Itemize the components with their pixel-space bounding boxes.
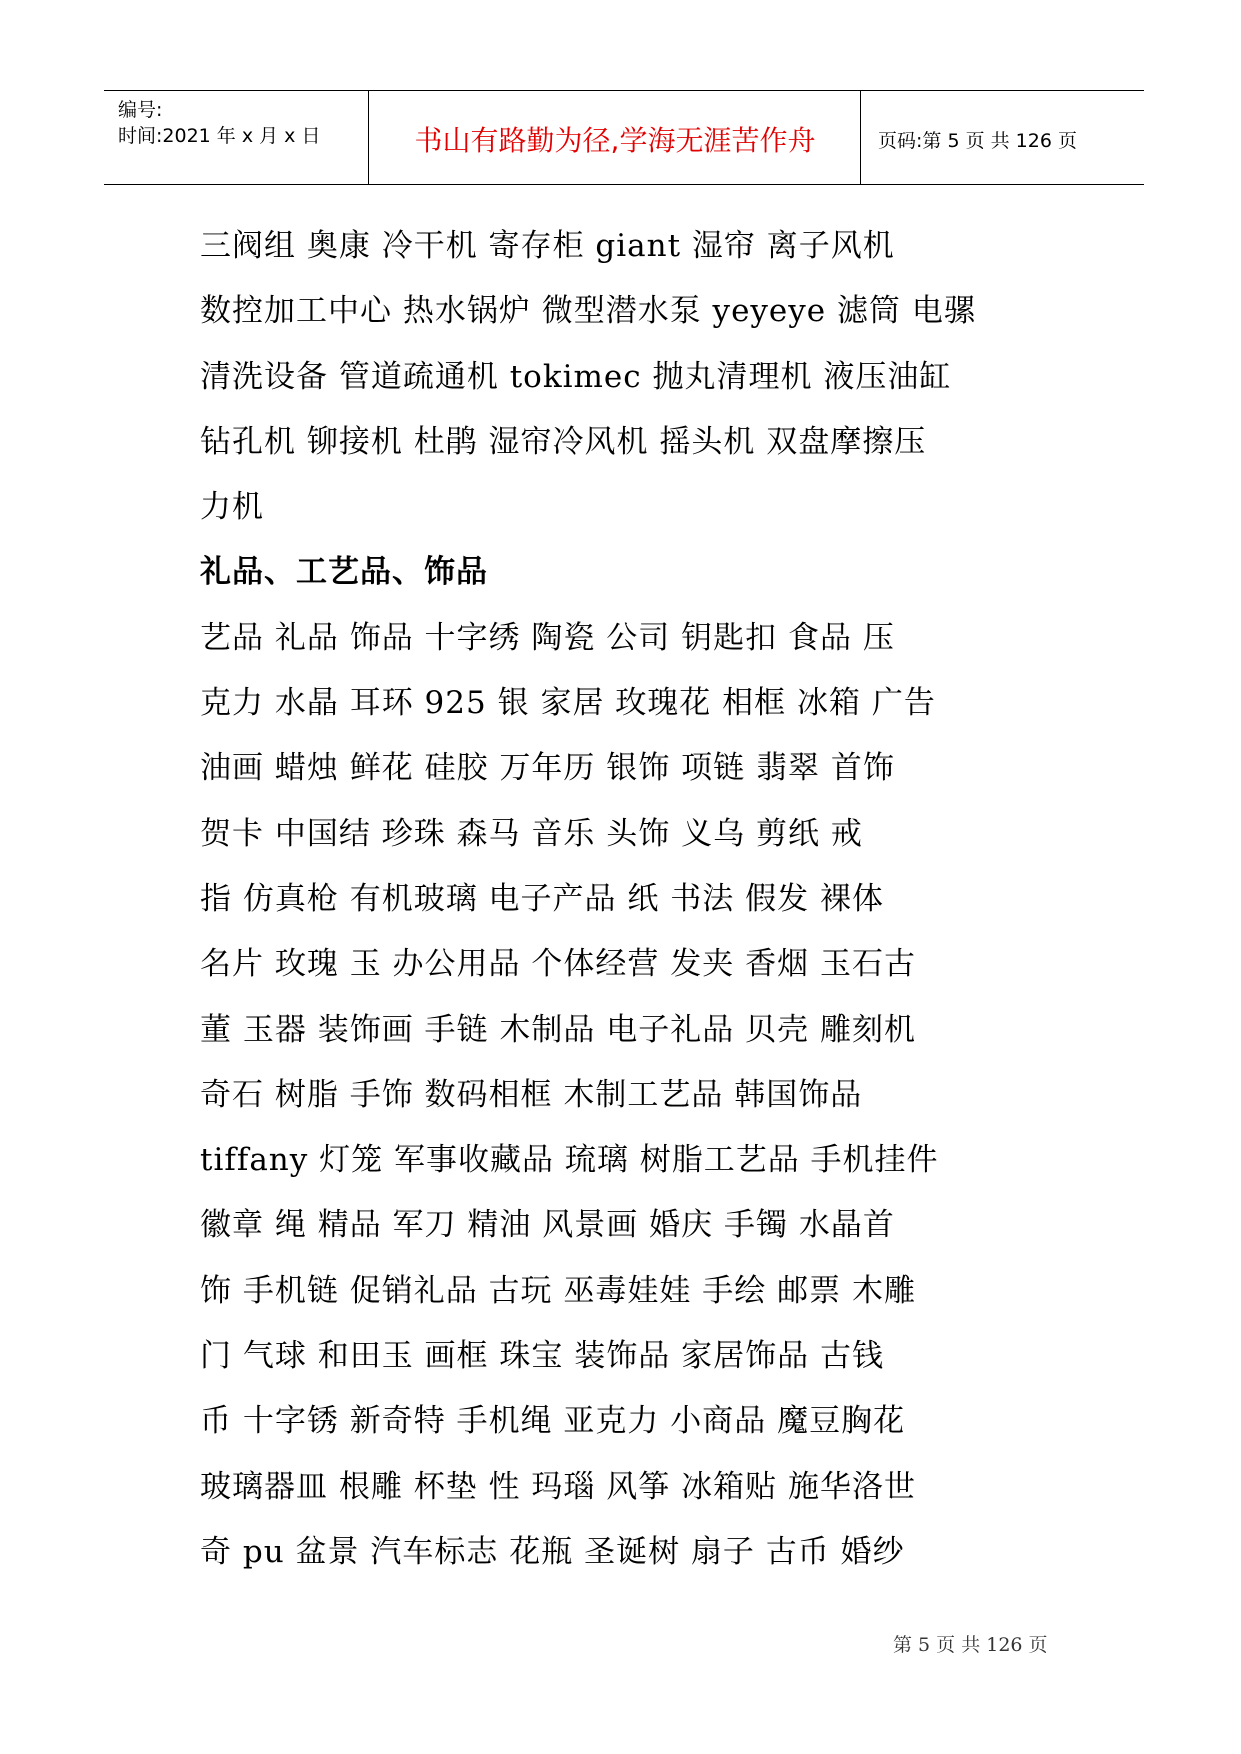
body-line: 贺卡 中国结 珍珠 森马 音乐 头饰 义乌 剪纸 戒 [200,815,863,852]
body-line: 奇 pu 盆景 汽车标志 花瓶 圣诞树 扇子 古币 婚纱 [200,1533,905,1570]
document-time-label: 时间:2021 年 x 月 x 日 [118,125,321,147]
body-line: 奇石 树脂 手饰 数码相框 木制工艺品 韩国饰品 [200,1076,863,1113]
body-line: 艺品 礼品 饰品 十字绣 陶瓷 公司 钥匙扣 食品 压 [200,619,895,656]
body-line: 油画 蜡烛 鲜花 硅胶 万年历 银饰 项链 翡翠 首饰 [200,750,895,787]
header-page-cell [862,91,1144,184]
body-line: 币 十字锈 新奇特 手机绳 亚克力 小商品 魔豆胸花 [200,1403,906,1440]
header-motto: 书山有路勤为径,学海无涯苦作舟 [414,124,816,157]
body-line: 数控加工中心 热水锅炉 微型潜水泵 yeyeye 滤筒 电骡 [200,293,976,330]
section-heading: 礼品、工艺品、饰品 [200,554,488,591]
body-line: 饰 手机链 促销礼品 古玩 巫毒娃娃 手绘 邮票 木雕 [200,1272,916,1309]
body-line: tiffany 灯笼 军事收藏品 琉璃 树脂工艺品 手机挂件 [200,1142,939,1179]
body-line: 清洗设备 管道疏通机 tokimec 抛丸清理机 液压油缸 [200,358,952,395]
page-footer: 第 5 页 共 126 页 [893,1634,1048,1656]
body-line: 钻孔机 铆接机 杜鹃 湿帘冷风机 摇头机 双盘摩擦压 [200,423,927,460]
body-line: 玻璃器皿 根雕 杯垫 性 玛瑙 风筝 冰箱贴 施华洛世 [200,1468,916,1505]
body-line: 力机 [200,489,264,526]
body-line: 名片 玫瑰 玉 办公用品 个体经营 发夹 香烟 玉石古 [200,946,916,983]
page-header [104,90,1144,185]
header-page-number: 页码:第 5 页 共 126 页 [878,130,1077,152]
header-motto-cell [370,91,861,184]
document-number-label: 编号: [118,99,163,121]
body-line: 克力 水晶 耳环 925 银 家居 玫瑰花 相框 冰箱 广告 [200,685,936,722]
body-line: 徽章 绳 精品 军刀 精油 风景画 婚庆 手镯 水晶首 [200,1207,895,1244]
body-line: 门 气球 和田玉 画框 珠宝 装饰品 家居饰品 古钱 [200,1338,884,1375]
header-meta-cell [104,91,369,184]
document-body [200,214,1060,1585]
body-line: 三阀组 奥康 冷干机 寄存柜 giant 湿帘 离子风机 [200,228,895,264]
body-line: 指 仿真枪 有机玻璃 电子产品 纸 书法 假发 裸体 [200,880,884,917]
body-line: 董 玉器 装饰画 手链 木制品 电子礼品 贝壳 雕刻机 [200,1011,916,1048]
